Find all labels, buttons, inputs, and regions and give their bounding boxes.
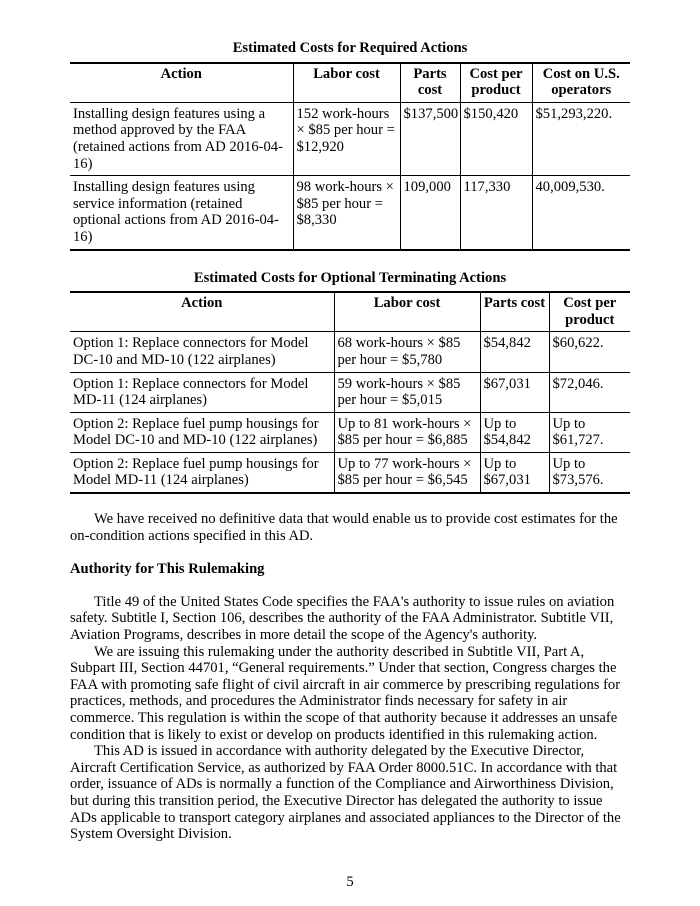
table-cell: Option 1: Replace connectors for Model DC-10 and MD-10 (122 airplanes) (70, 332, 334, 372)
table-cell: 98 work-hours × $85 per hour = $8,330 (293, 176, 400, 250)
table-cell: Option 1: Replace connectors for Model MD-11 (124 airplanes) (70, 372, 334, 412)
table-cell: $150,420 (460, 102, 532, 175)
table-cell: Up to $54,842 (480, 412, 549, 452)
column-header: Cost per product (549, 292, 630, 332)
table-cell: Up to 77 work-hours × $85 per hour = $6,545 (334, 452, 480, 493)
body-paragraph: This AD is issued in accordance with authority delegated by the Executive Director, Aircraft Certification Service, as authorized by FAA Order 8000.51C. In accordance with that order, issuance of ADs is normally a function of the Compliance and Airworthiness Division, but during this transition period, the Executive Director has delegated the authority to issue ADs applicable to transport category airplanes and associated appliances to the Director of the System Oversight Division. (70, 743, 621, 843)
required-actions-cost-table (70, 62, 630, 251)
table-cell: 117,330 (460, 176, 532, 250)
table-row (70, 372, 630, 412)
table-cell: 152 work-hours × $85 per hour = $12,920 (293, 102, 400, 175)
optional-actions-cost-table (70, 291, 630, 494)
table-cell: Installing design features using service information (retained optional actions from AD 2016-04-16) (70, 176, 293, 250)
column-header: Labor cost (293, 63, 400, 103)
table-cell: $60,622. (549, 332, 630, 372)
table-cell: $54,842 (480, 332, 549, 372)
column-header: Parts cost (480, 292, 549, 332)
table-row (70, 332, 630, 372)
table-cell: Installing design features using a method approved by the FAA (retained actions from AD 2016-04-16) (70, 102, 293, 175)
table-cell: $51,293,220. (532, 102, 630, 175)
cost-estimate-note: We have received no definitive data that would enable us to provide cost estimates for the on-condition actions specified in this AD. (70, 511, 618, 544)
table-cell: $72,046. (549, 372, 630, 412)
table-cell: Option 2: Replace fuel pump housings for Model DC-10 and MD-10 (122 airplanes) (70, 412, 334, 452)
table-row (70, 102, 630, 175)
table-cell: Up to 81 work-hours × $85 per hour = $6,885 (334, 412, 480, 452)
table-cell: 68 work-hours × $85 per hour = $5,780 (334, 332, 480, 372)
table-cell: Up to $61,727. (549, 412, 630, 452)
document-page (70, 40, 630, 843)
column-header: Cost on U.S. operators (532, 63, 630, 103)
column-header: Cost per product (460, 63, 532, 103)
body-paragraph: We are issuing this rulemaking under the authority described in Subtitle VII, Part A, Subpart III, Section 44701, “General requirements.” Under that section, Congress charges the FAA with promoting safe flight of civil aircraft in air commerce by prescribing regulations for practices, methods, and procedures the Administrator finds necessary for safety in air commerce. This regulation is within the scope of that authority because it addresses an unsafe condition that is likely to exist or develop on products identified in this rulemaking action. (70, 643, 621, 743)
table2-caption: Estimated Costs for Optional Terminating Actions (193, 269, 507, 286)
table-cell: 109,000 (400, 176, 460, 250)
table-cell: $67,031 (480, 372, 549, 412)
table-cell: 40,009,530. (532, 176, 630, 250)
column-header: Labor cost (334, 292, 480, 332)
table-row (70, 452, 630, 493)
column-header: Action (70, 292, 334, 332)
table-row (70, 412, 630, 452)
table-row (70, 176, 630, 250)
column-header: Action (70, 63, 293, 103)
section-heading: Authority for This Rulemaking (70, 561, 265, 578)
page-number: 5 (346, 874, 354, 890)
body-paragraph: Title 49 of the United States Code specifies the FAA's authority to issue rules on aviation safety. Subtitle I, Section 106, describes the authority of the FAA Administrator. Subtitle VII, Aviation Programs, describes in more detail the scope of the Agency's authority. (70, 593, 615, 644)
table-cell: Up to $73,576. (549, 452, 630, 493)
table1-caption: Estimated Costs for Required Actions (232, 40, 468, 56)
table-cell: 59 work-hours × $85 per hour = $5,015 (334, 372, 480, 412)
table-cell: $137,500 (400, 102, 460, 175)
table-cell: Up to $67,031 (480, 452, 549, 493)
table-cell: Option 2: Replace fuel pump housings for Model MD-11 (124 airplanes) (70, 452, 334, 493)
column-header: Parts cost (400, 63, 460, 103)
